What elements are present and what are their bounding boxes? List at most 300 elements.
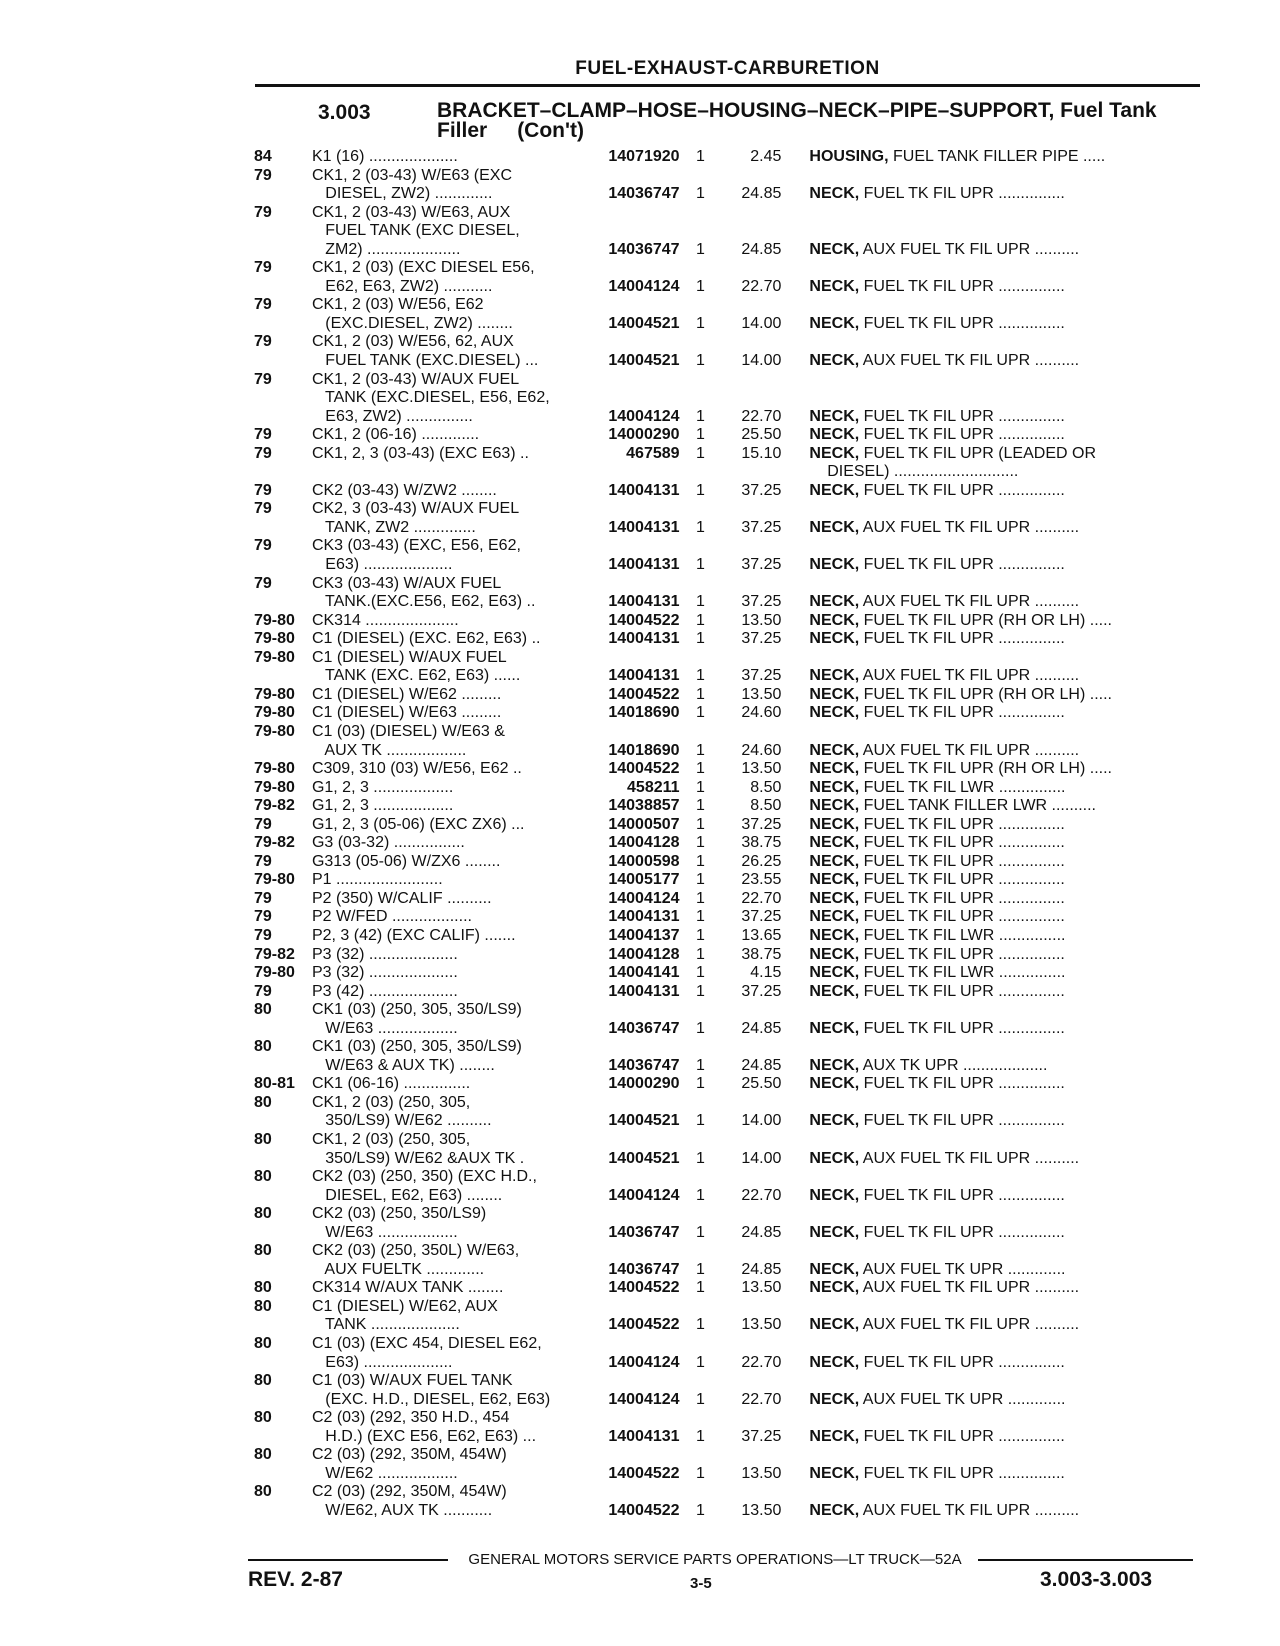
part-name-detail: FUEL TK FIL UPR ............... — [859, 1186, 1065, 1204]
table-row — [254, 537, 1204, 556]
part-name-keyword: NECK, — [809, 778, 860, 796]
usage-description: CK1, 2 (03) W/E56, 62, AUX — [311, 333, 514, 351]
part-name — [809, 704, 1204, 723]
table-row — [254, 1224, 1204, 1243]
part-number — [582, 1335, 680, 1354]
usage-description: AUX FUELTK ............. — [311, 1260, 485, 1278]
part-name-keyword: NECK, — [809, 1112, 860, 1130]
table-row — [254, 1001, 1204, 1020]
quantity — [680, 1242, 722, 1261]
part-number: 14004522 — [608, 760, 680, 778]
part-number — [582, 1483, 680, 1502]
part-number: 14004131 — [608, 518, 680, 536]
table-row — [254, 908, 1204, 927]
quantity: 1 — [696, 797, 705, 815]
part-name-keyword: NECK, — [809, 444, 860, 462]
table-row — [254, 1298, 1204, 1317]
quantity: 1 — [696, 240, 705, 258]
part-name-detail: FUEL TK FIL UPR ............... — [859, 277, 1065, 295]
part-name-keyword: NECK, — [809, 797, 860, 815]
usage-description: 350/LS9) W/E62 .......... — [311, 1112, 492, 1130]
part-name-detail: FUEL TK FIL UPR (RH OR LH) ..... — [859, 760, 1112, 778]
part-name — [809, 797, 1204, 816]
quantity: 1 — [696, 760, 705, 778]
table-row — [254, 426, 1204, 445]
part-name-keyword: NECK, — [809, 1279, 860, 1297]
quantity — [680, 167, 722, 186]
usage-description: TANK .................... — [311, 1316, 460, 1334]
part-name — [809, 871, 1204, 890]
fig-number: 80 — [254, 1130, 272, 1148]
part-name — [809, 1446, 1204, 1465]
price — [721, 649, 781, 668]
part-number — [582, 371, 680, 390]
part-number: 14004521 — [608, 1112, 680, 1130]
footer-rule-right — [978, 1559, 1193, 1561]
price: 14.00 — [741, 314, 782, 332]
part-name — [809, 1316, 1204, 1335]
table-row — [254, 167, 1204, 186]
quantity: 1 — [696, 407, 705, 425]
quantity: 1 — [696, 1019, 705, 1037]
fig-number: 79 — [254, 815, 272, 833]
usage-description: W/E62 .................. — [311, 1464, 458, 1482]
usage-description: C309, 310 (03) W/E56, E62 .. — [311, 760, 522, 778]
table-row — [254, 500, 1204, 519]
price: 24.85 — [741, 1223, 782, 1241]
usage-description: DIESEL, ZW2) ............. — [311, 185, 493, 203]
price: 15.10 — [741, 444, 782, 462]
table-row — [254, 1131, 1204, 1150]
part-name — [809, 612, 1204, 631]
fig-number: 79 — [254, 926, 272, 944]
quantity — [680, 1001, 722, 1020]
usage-description: E63) .................... — [311, 1353, 453, 1371]
usage-description: C2 (03) (292, 350M, 454W) — [311, 1446, 507, 1464]
table-row — [254, 964, 1204, 983]
table-row — [254, 1354, 1204, 1373]
fig-number — [254, 241, 312, 260]
fig-number: 80 — [254, 1335, 272, 1352]
fig-number: 79-80 — [254, 648, 295, 666]
part-name — [809, 1298, 1204, 1317]
part-number — [582, 649, 680, 668]
usage-description: CK2 (03-43) W/ZW2 ........ — [311, 481, 497, 499]
fig-number — [254, 1187, 312, 1206]
fig-number — [254, 667, 312, 686]
footer-publisher: GENERAL MOTORS SERVICE PARTS OPERATIONS—LT TRUCK—52A — [468, 1551, 962, 1568]
fig-number: 80 — [254, 1483, 272, 1501]
usage-description: C1 (03) (EXC 454, DIESEL E62, — [311, 1335, 542, 1352]
table-row — [254, 1057, 1204, 1076]
part-number: 14004124 — [608, 1186, 680, 1204]
usage-description: CK2 (03) (250, 350/LS9) — [311, 1205, 487, 1223]
part-name-keyword: NECK, — [809, 871, 860, 889]
part-number: 14000290 — [608, 1075, 680, 1093]
quantity — [680, 463, 722, 482]
usage-description: E63, ZW2) ............... — [311, 407, 473, 425]
usage-description: W/E63 .................. — [311, 1019, 458, 1037]
quantity: 1 — [696, 778, 705, 796]
part-name-keyword: NECK, — [809, 407, 860, 425]
part-name — [809, 426, 1204, 445]
part-name-keyword: HOUSING, — [809, 148, 889, 165]
quantity: 1 — [696, 667, 705, 685]
part-name — [809, 853, 1204, 872]
quantity: 1 — [696, 1056, 705, 1074]
usage-description: C1 (03) (DIESEL) W/E63 & — [311, 722, 505, 740]
part-name-detail: FUEL TK FIL UPR ............... — [859, 1019, 1065, 1037]
part-number: 14004131 — [608, 908, 680, 926]
part-name-detail: FUEL TK FIL UPR ............... — [859, 556, 1065, 574]
part-name — [809, 946, 1204, 965]
table-row — [254, 649, 1204, 668]
footer-revision: REV. 2-87 — [248, 1568, 343, 1591]
table-row — [254, 296, 1204, 315]
price: 8.50 — [750, 778, 782, 796]
usage-description: CK1 (03) (250, 305, 350/LS9) — [311, 1001, 522, 1019]
fig-number: 79-80 — [254, 704, 295, 722]
fig-number — [254, 1224, 312, 1243]
price: 24.60 — [741, 704, 782, 722]
table-row — [254, 797, 1204, 816]
part-number: 14004521 — [608, 1149, 680, 1167]
fig-number — [254, 352, 312, 371]
part-name — [809, 575, 1204, 594]
price: 37.25 — [741, 908, 782, 926]
usage-description: CK1, 2 (03) W/E56, E62 — [311, 296, 484, 314]
part-name-detail: AUX FUEL TK UPR ............. — [859, 1390, 1066, 1408]
quantity: 1 — [696, 945, 705, 963]
part-name — [809, 1335, 1204, 1354]
part-number: 14004131 — [608, 667, 680, 685]
part-name — [809, 816, 1204, 835]
quantity: 1 — [696, 481, 705, 499]
part-name — [809, 1279, 1204, 1298]
part-name-detail: FUEL TK FIL UPR ............... — [859, 1112, 1065, 1130]
quantity — [680, 333, 722, 352]
usage-description: CK1, 2 (03) (EXC DIESEL E56, — [311, 259, 535, 277]
part-name — [809, 1020, 1204, 1039]
table-row — [254, 1279, 1204, 1298]
table-row — [254, 445, 1204, 464]
quantity: 1 — [696, 1149, 705, 1167]
part-name-keyword: NECK, — [809, 926, 860, 944]
quantity — [680, 1446, 722, 1465]
part-number: 14004137 — [608, 926, 680, 944]
part-number — [582, 259, 680, 278]
part-name-keyword: NECK, — [809, 1149, 860, 1167]
price: 14.00 — [741, 352, 782, 370]
usage-description: CK1 (06-16) ............... — [311, 1075, 471, 1093]
fig-number — [254, 1150, 312, 1169]
fig-number — [254, 389, 312, 408]
usage-description: P2 W/FED .................. — [311, 908, 472, 926]
price: 22.70 — [741, 889, 782, 907]
fig-number: 80 — [254, 1409, 272, 1427]
part-name-detail: FUEL TK FIL LWR ............... — [859, 778, 1066, 796]
part-name-detail: FUEL TK FIL UPR (RH OR LH) ..... — [859, 611, 1112, 629]
price: 13.50 — [741, 1501, 782, 1519]
part-number: 14004124 — [608, 407, 680, 425]
part-name-detail: FUEL TK FIL UPR ............... — [859, 481, 1065, 499]
part-name-detail: AUX TK UPR ................... — [859, 1056, 1048, 1074]
usage-description: CK1 (03) (250, 305, 350/LS9) — [311, 1038, 522, 1056]
part-name — [809, 204, 1204, 223]
usage-description: (EXC.DIESEL, ZW2) ........ — [311, 314, 513, 332]
quantity: 1 — [696, 518, 705, 536]
price: 13.50 — [741, 685, 782, 703]
price: 13.50 — [741, 1279, 782, 1297]
part-name-detail: FUEL TK FIL LWR ............... — [859, 964, 1066, 982]
quantity — [680, 1094, 722, 1113]
table-row — [254, 408, 1204, 427]
part-number: 14004522 — [608, 685, 680, 703]
price: 38.75 — [741, 834, 782, 852]
part-name-detail: FUEL TANK FILLER PIPE ..... — [888, 148, 1106, 165]
price: 22.70 — [741, 1390, 782, 1408]
usage-description: CK2, 3 (03-43) W/AUX FUEL — [311, 500, 520, 518]
part-number — [582, 1409, 680, 1428]
fig-number: 79 — [254, 908, 272, 926]
table-row — [254, 1335, 1204, 1354]
quantity: 1 — [696, 852, 705, 870]
part-name-detail: FUEL TK FIL UPR ............... — [859, 834, 1065, 852]
part-number — [582, 1094, 680, 1113]
fig-number — [254, 1057, 312, 1076]
quantity: 1 — [696, 1112, 705, 1130]
usage-description: (EXC. H.D., DIESEL, E62, E63) — [311, 1390, 551, 1408]
fig-number — [254, 1316, 312, 1335]
usage-description: H.D.) (EXC E56, E62, E63) ... — [311, 1427, 537, 1445]
quantity — [680, 649, 722, 668]
part-number: 458211 — [627, 778, 680, 796]
table-row — [254, 315, 1204, 334]
quantity: 1 — [696, 908, 705, 926]
part-name-keyword: NECK, — [809, 1464, 860, 1482]
part-number: 14004131 — [608, 481, 680, 499]
price: 13.50 — [741, 611, 782, 629]
fig-number — [254, 1261, 312, 1280]
price: 24.85 — [741, 240, 782, 258]
part-number: 14000507 — [608, 815, 680, 833]
part-name — [809, 964, 1204, 983]
table-row — [254, 816, 1204, 835]
price: 24.60 — [741, 741, 782, 759]
table-row — [254, 1038, 1204, 1057]
fig-number: 79 — [254, 537, 272, 555]
table-row — [254, 241, 1204, 260]
quantity: 1 — [696, 741, 705, 759]
part-name — [809, 352, 1204, 371]
part-number: 14004124 — [608, 277, 680, 295]
part-name-detail: FUEL TK FIL UPR ............... — [859, 1075, 1065, 1093]
part-number: 467589 — [626, 444, 680, 462]
table-row — [254, 704, 1204, 723]
part-name — [809, 445, 1204, 464]
usage-description: C1 (DIESEL) W/E62 ......... — [311, 685, 502, 703]
fig-number: 79 — [254, 500, 272, 518]
quantity: 1 — [696, 352, 705, 370]
part-number — [582, 167, 680, 186]
part-name-detail: FUEL TK FIL UPR ............... — [859, 1223, 1065, 1241]
quantity: 1 — [696, 426, 705, 444]
table-row — [254, 723, 1204, 742]
part-name-detail: FUEL TK FIL UPR ............... — [859, 852, 1065, 870]
part-name — [809, 1372, 1204, 1391]
part-name-keyword: NECK, — [809, 704, 860, 722]
part-name-keyword: NECK, — [809, 1223, 860, 1241]
table-row — [254, 185, 1204, 204]
part-name-keyword: NECK, — [809, 240, 860, 258]
part-name-detail: AUX FUEL TK FIL UPR .......... — [859, 593, 1080, 611]
usage-description: G1, 2, 3 .................. — [311, 797, 454, 815]
part-name-keyword: NECK, — [809, 352, 860, 370]
part-name — [809, 185, 1204, 204]
table-row — [254, 1020, 1204, 1039]
part-number: 14071920 — [608, 148, 680, 165]
fig-number: 79-80 — [254, 964, 295, 982]
price — [721, 1094, 781, 1113]
part-name-detail: AUX FUEL TK FIL UPR .......... — [859, 1149, 1080, 1167]
fig-number: 80 — [254, 1446, 272, 1464]
price: 14.00 — [741, 1149, 782, 1167]
price — [721, 1168, 781, 1187]
price: 37.25 — [741, 481, 782, 499]
part-name-detail: FUEL TK FIL UPR ............... — [859, 982, 1065, 1000]
usage-description: CK314 W/AUX TANK ........ — [311, 1279, 504, 1297]
fig-number — [254, 463, 312, 482]
table-row — [254, 871, 1204, 890]
fig-number — [254, 315, 312, 334]
table-row — [254, 1261, 1204, 1280]
part-number: 14004131 — [608, 982, 680, 1000]
part-name — [809, 742, 1204, 761]
part-name — [809, 667, 1204, 686]
part-number — [582, 1446, 680, 1465]
part-number: 14004522 — [608, 1464, 680, 1482]
part-name-detail: AUX FUEL TK FIL UPR .......... — [859, 240, 1080, 258]
part-number: 14036747 — [608, 240, 680, 258]
usage-description: CK1, 2 (03) (250, 305, — [311, 1130, 471, 1148]
part-name-keyword: NECK, — [809, 815, 860, 833]
quantity: 1 — [696, 926, 705, 944]
table-row — [254, 519, 1204, 538]
part-name-keyword: NECK, — [809, 556, 860, 574]
part-name-keyword: NECK, — [809, 481, 860, 499]
price: 37.25 — [741, 630, 782, 648]
usage-description: CK1, 2 (06-16) ............. — [311, 426, 480, 444]
price: 23.55 — [741, 871, 782, 889]
price — [721, 500, 781, 519]
part-name — [809, 259, 1204, 278]
price — [721, 1242, 781, 1261]
part-name — [809, 1483, 1204, 1502]
part-name — [809, 723, 1204, 742]
usage-description: P2 (350) W/CALIF .......... — [311, 889, 492, 907]
fig-number: 79 — [254, 296, 272, 314]
quantity — [680, 1131, 722, 1150]
part-name — [809, 760, 1204, 779]
fig-number: 80 — [254, 1279, 272, 1297]
part-number — [582, 333, 680, 352]
fig-number: 79 — [254, 889, 272, 907]
usage-description: FUEL TANK (EXC DIESEL, — [311, 222, 520, 240]
part-name — [809, 1112, 1204, 1131]
part-name-keyword: NECK, — [809, 518, 860, 536]
fig-number — [254, 185, 312, 204]
table-row — [254, 593, 1204, 612]
price: 37.25 — [741, 556, 782, 574]
part-name-detail: FUEL TK FIL UPR ............... — [859, 314, 1065, 332]
part-name — [809, 1150, 1204, 1169]
part-name — [809, 167, 1204, 186]
fig-number: 79-80 — [254, 760, 295, 778]
price — [721, 575, 781, 594]
usage-description: C2 (03) (292, 350M, 454W) — [311, 1483, 507, 1501]
part-name — [809, 519, 1204, 538]
part-name-keyword: NECK, — [809, 945, 860, 963]
usage-description: CK1, 2 (03-43) W/E63 (EXC — [311, 166, 513, 184]
part-name-keyword: NECK, — [809, 593, 860, 611]
part-name — [809, 593, 1204, 612]
price: 13.50 — [741, 1464, 782, 1482]
table-row — [254, 1502, 1204, 1521]
part-number: 14036747 — [608, 1223, 680, 1241]
part-number: 14004131 — [608, 1427, 680, 1445]
part-name-detail: AUX FUEL TK FIL UPR .......... — [859, 667, 1080, 685]
fig-number: 79-80 — [254, 630, 295, 648]
part-name — [809, 1205, 1204, 1224]
part-name-detail: FUEL TK FIL UPR ............... — [859, 815, 1065, 833]
part-name-keyword: NECK, — [809, 1316, 860, 1334]
quantity: 1 — [696, 185, 705, 203]
part-number — [582, 1168, 680, 1187]
quantity — [680, 1335, 722, 1354]
usage-description: P3 (32) .................... — [311, 964, 458, 982]
part-name — [809, 296, 1204, 315]
fig-number: 79 — [254, 333, 272, 351]
fig-number — [254, 1112, 312, 1131]
price — [721, 1001, 781, 1020]
part-name-keyword: NECK, — [809, 611, 860, 629]
price — [721, 1335, 781, 1354]
table-row — [254, 1316, 1204, 1335]
part-number — [582, 1242, 680, 1261]
quantity — [680, 259, 722, 278]
part-name — [809, 1409, 1204, 1428]
price — [721, 296, 781, 315]
table-row — [254, 1483, 1204, 1502]
usage-description: W/E62, AUX TK ........... — [311, 1501, 493, 1519]
part-number: 14036747 — [608, 1056, 680, 1074]
quantity: 1 — [696, 1464, 705, 1482]
fig-number: 80 — [254, 1205, 272, 1223]
part-name-detail: FUEL TK FIL UPR (LEADED OR — [859, 444, 1096, 462]
fig-number — [254, 1020, 312, 1039]
part-number — [582, 296, 680, 315]
usage-description: K1 (16) .................... — [311, 148, 458, 165]
part-name-detail: AUX FUEL TK FIL UPR .......... — [859, 352, 1080, 370]
fig-number — [254, 742, 312, 761]
table-row — [254, 352, 1204, 371]
price — [721, 537, 781, 556]
table-row — [254, 779, 1204, 798]
part-name — [809, 1131, 1204, 1150]
table-row — [254, 686, 1204, 705]
part-name-keyword: NECK, — [809, 760, 860, 778]
part-name-detail: FUEL TK FIL LWR ............... — [859, 926, 1066, 944]
